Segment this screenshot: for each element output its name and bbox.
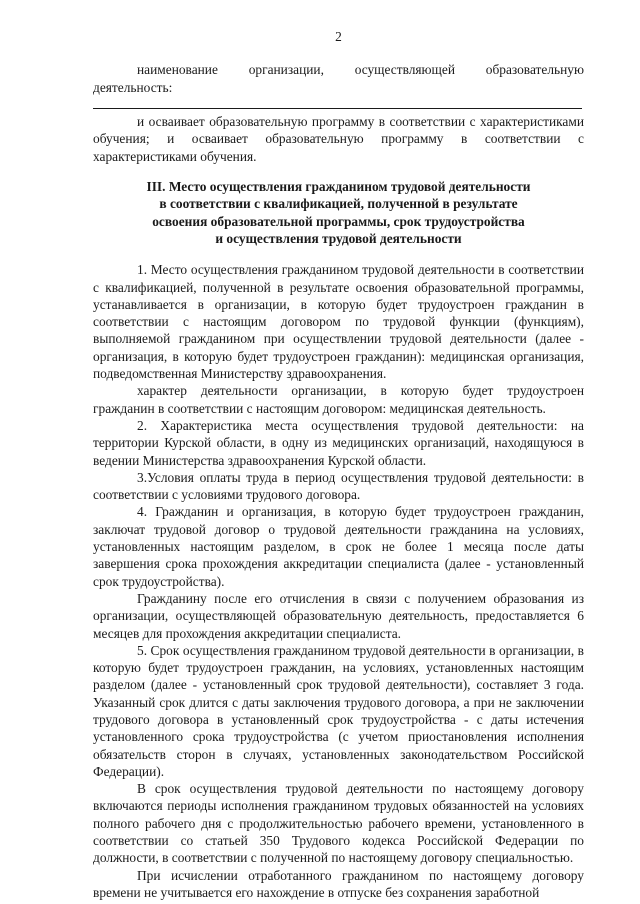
activity-nature-paragraph: характер деятельности организации, в которую будет трудоустроен гражданин в соответствии с настоящим договором: медицинская деятельность. — [93, 383, 584, 416]
clause-1-paragraph: 1. Место осуществления гражданином трудовой деятельности в соответствии с квалификацией, полученной в результате освоения образовательной программы, устанавливается в организации, в которую будет трудоустроен гражданин в соответствии с настоящим договором по трудовой функции (функциям), выполняемой гражданином при осуществлении трудовой деятельности (далее - организация, в которую будет трудоустроен гражданин): медицинская организация, подведомственная Министерству здравоохранения. — [93, 262, 584, 382]
organization-label: наименование организации, осуществляющей образовательную деятельность: — [93, 62, 584, 95]
organization-blank-line — [93, 98, 582, 109]
heading-line-4: и осуществления трудовой деятельности — [215, 230, 462, 246]
heading-line-2: в соответствии с квалификацией, полученной в результате — [159, 196, 518, 212]
heading-line-3: освоения образовательной программы, срок трудоустройства — [152, 213, 525, 229]
clause-4-paragraph: 4. Гражданин и организация, в которую будет трудоустроен гражданин, заключат трудовой договор о трудовой деятельности гражданина на условиях, установленных настоящим разделом, в срок не более 1 месяца после даты завершения срока прохождения аккредитации специалиста (далее - установленный срок трудоустройства). — [93, 504, 584, 589]
organization-line — [93, 61, 584, 113]
clause-5-paragraph: 5. Срок осуществления гражданином трудовой деятельности в организации, в которую будет трудоустроен гражданин, на условиях, установленных настоящим разделом (далее - установленный срок трудовой деятельности), составляет 3 года. Указанный срок длится с даты заключения трудового договора, а при не заключении трудового договора в установленный срок трудоустройства - с даты истечения установленного срока трудоустройства (с учетом приостановления исполнения обязательств сторон в случаях, установленных законодательством Российской Федерации). — [93, 642, 584, 779]
calculation-paragraph: При исчислении отработанного гражданином по настоящему договору времени не учитывается его нахождение в отпуске без сохранения заработной — [93, 867, 584, 900]
work-period-paragraph: В срок осуществления трудовой деятельности по настоящему договору включаются периоды исполнения гражданином трудовых обязанностей на условиях полного рабочего дня с продолжительностью рабочего времени, установленного в соответствии со статьей 350 Трудового кодекса Российской Федерации по должности, в соответствии с полученной по настоящему договору специальностью. — [93, 781, 584, 866]
section-heading — [93, 178, 584, 247]
page-number: 2 — [335, 29, 342, 44]
accreditation-paragraph: Гражданину после его отчисления в связи с получением образования из организации, осуществляющей образовательную деятельность, предоставляется 6 месяцев для прохождения аккредитации специалиста. — [93, 590, 584, 641]
heading-line-1: III. Место осуществления гражданином трудовой деятельности — [146, 179, 531, 195]
program-paragraph: и осваивает образовательную программу в соответствии с характеристиками обучения; и осваивает образовательную программу в соответствии с характеристиками обучения. — [93, 114, 584, 164]
clause-3-paragraph: 3.Условия оплаты труда в период осуществления трудовой деятельности: в соответствии с условиями трудового договора. — [93, 469, 584, 503]
clause-2-paragraph: 2. Характеристика места осуществления трудовой деятельности: на территории Курской области, в одну из медицинских организаций, находящуюся в ведении Министерства здравоохранения Курской области. — [93, 417, 584, 468]
